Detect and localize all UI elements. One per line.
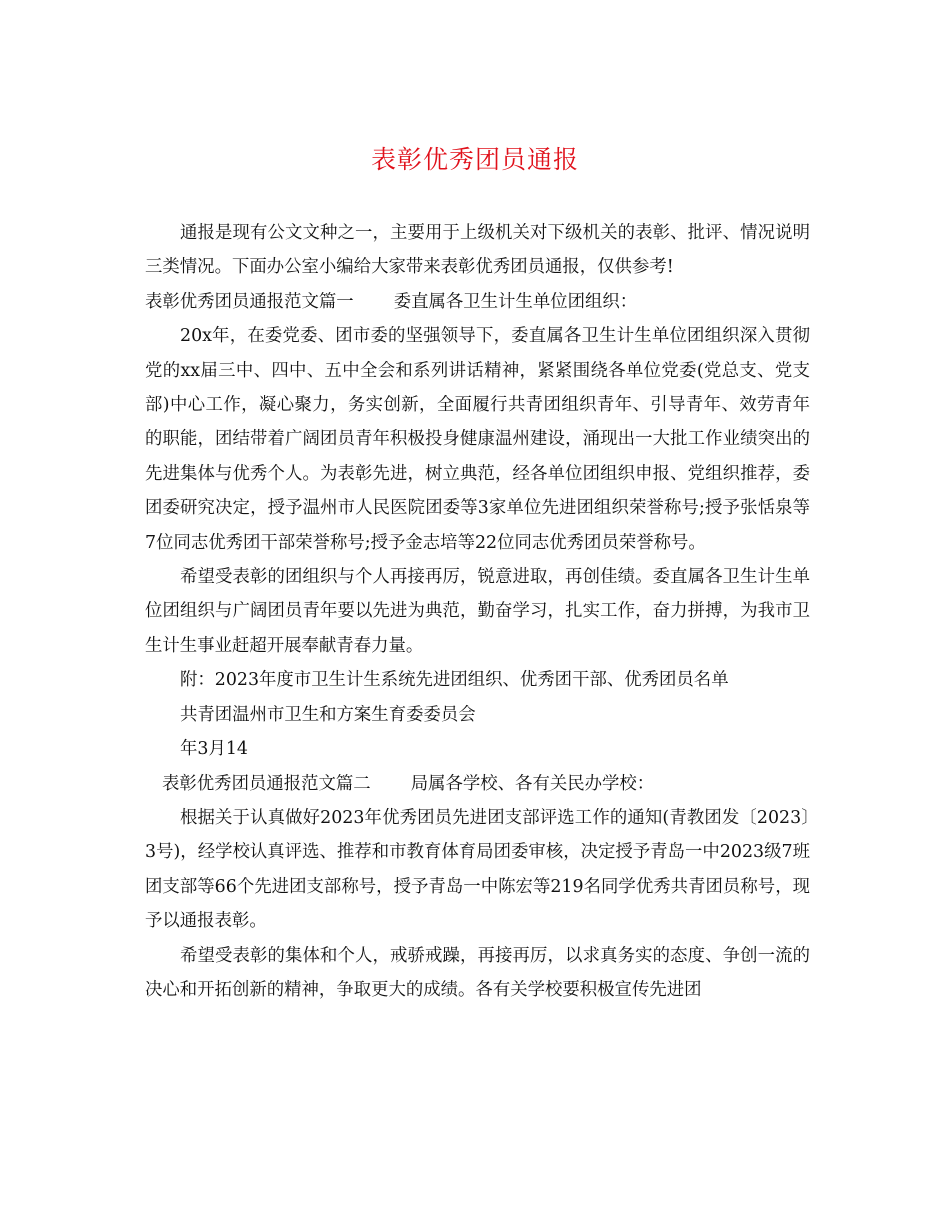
section2-heading-line [145,767,810,801]
section1-date: 年3月14 [180,739,248,760]
section2-addressee: 局属各学校、各有关民办学校： [410,773,655,794]
section1-paragraph-2: 希望受表彰的团组织与个人再接再厉，锐意进取，再创佳绩。委直属各卫生计生单位团组织与广阔团员青年要以先进为典范，勤奋学习，扎实工作，奋力拼搏，为我市卫生计生事业赶超开展奉献青春力量。 [145,567,810,656]
section1-heading: 表彰优秀团员通报范文篇一 [145,291,354,312]
section2-paragraph-2: 希望受表彰的集体和个人，戒骄戒躁，再接再厉，以求真务实的态度、争创一流的决心和开拓创新的精神，争取更大的成绩。各有关学校要积极宣传先进团 [145,945,810,1000]
section1-signature: 共青团温州市卫生和方案生育委委员会 [180,704,476,725]
section1-heading-line [145,285,810,319]
document-body [145,216,810,1007]
section2-heading: 表彰优秀团员通报范文篇二 [162,773,371,794]
document-title: 表彰优秀团员通报 [370,145,579,174]
section1-addressee: 委直属各卫生计生单位团组织： [393,291,638,312]
section2-paragraph-1: 根据关于认真做好2023年优秀团员先进团支部评选工作的通知(青教团发〔2023〕3号)，经学校认真评选、推荐和市教育体育局团委审核，决定授予青岛一中2023级7班团支部等66个先进团支部称号，授予青岛一中陈宏等219名同学优秀共青团员称号，现予以通报表彰。 [145,807,810,932]
section1-paragraph-1: 20x年，在委党委、团市委的坚强领导下，委直属各卫生计生单位团组织深入贯彻党的xx届三中、四中、五中全会和系列讲话精神，紧紧围绕各单位党委(党总支、党支部)中心工作，凝心聚力，务实创新，全面履行共青团组织青年、引导青年、效劳青年的职能，团结带着广阔团员青年积极投身健康温州建设，涌现出一大批工作业绩突出的先进集体与优秀个人。为表彰先进，树立典范，经各单位团组织申报、党组织推荐，委团委研究决定，授予温州市人民医院团委等3家单位先进团组织荣誉称号;授予张恬泉等7位同志优秀团干部荣誉称号;授予金志培等22位同志优秀团员荣誉称号。 [145,326,810,553]
section1-attachment: 附：2023年度市卫生计生系统先进团组织、优秀团干部、优秀团员名单 [180,670,729,691]
intro-paragraph: 通报是现有公文文种之一，主要用于上级机关对下级机关的表彰、批评、情况说明三类情况。下面办公室小编给大家带来表彰优秀团员通报，仅供参考! [145,223,810,278]
